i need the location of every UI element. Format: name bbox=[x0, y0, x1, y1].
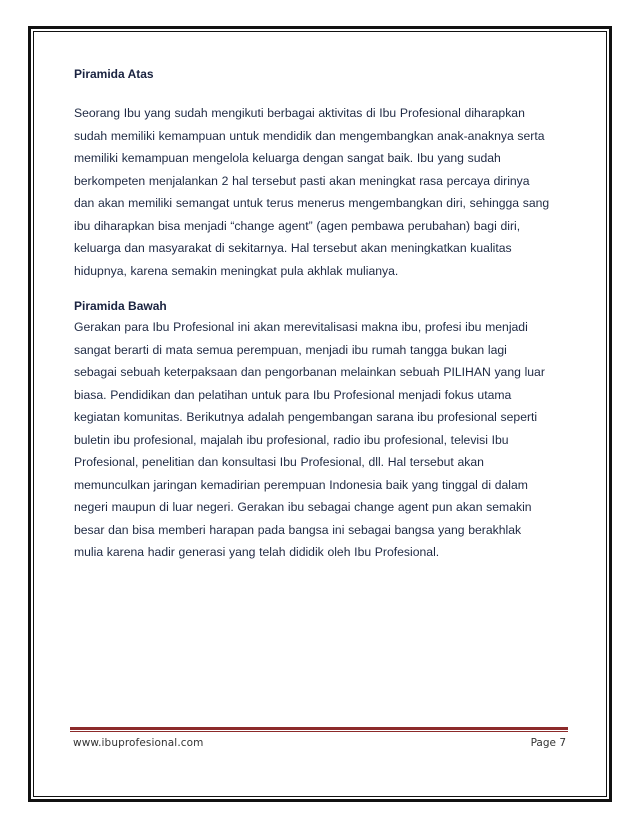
paragraph-piramida-bawah bbox=[74, 316, 574, 564]
paragraph-line: biasa. Pendidikan dan pelatihan untuk para Ibu Profesional menjadi fokus utama bbox=[74, 387, 512, 402]
paragraph-line: mulia karena hadir generasi yang telah dididik oleh Ibu Profesional. bbox=[74, 545, 440, 559]
paragraph-line: hidupnya, karena semakin meningkat pula akhlak mulianya. bbox=[74, 263, 399, 278]
paragraph-line: sudah memiliki kemampuan untuk mendidik dan mengembangkan anak-anaknya serta bbox=[74, 128, 545, 143]
paragraph-line: memunculkan jaringan kemadirian perempuan Indonesia baik yang tinggal di dalam bbox=[74, 477, 528, 492]
document-body bbox=[74, 66, 574, 564]
paragraph-line: besar dan bisa memberi harapan pada bangsa ini sebagai bangsa yang berakhlak bbox=[74, 522, 522, 537]
footer-rule bbox=[70, 727, 568, 730]
footer-rule-thin bbox=[70, 731, 568, 732]
paragraph-line: sebagai sebuah keterpaksaan dan pengorbanan melainkan sebuah PILIHAN yang luar bbox=[74, 365, 545, 379]
paragraph-line: buletin ibu profesional, majalah ibu profesional, radio ibu profesional, televisi Ibu bbox=[74, 432, 509, 447]
paragraph-line: ibu diharapkan bisa menjadi “change agent” (agen pembawa perubahan) bagi diri, bbox=[74, 218, 521, 233]
paragraph-line: Seorang Ibu yang sudah mengikuti berbagai aktivitas di Ibu Profesional diharapkan bbox=[74, 106, 525, 120]
paragraph-line: sangat berarti di mata semua perempuan, menjadi ibu rumah tangga bukan lagi bbox=[74, 342, 507, 357]
paragraph-line: kegiatan komunitas. Berikutnya adalah pengembangan sarana ibu profesional seperti bbox=[74, 410, 538, 424]
paragraph-piramida-atas bbox=[74, 102, 574, 282]
paragraph-line: berkompeten menjalankan 2 hal tersebut pasti akan meningkat rasa percaya dirinya bbox=[74, 173, 530, 188]
paragraph-line: negeri maupun di luar negeri. Gerakan ibu sebagai change agent pun akan semakin bbox=[74, 500, 532, 514]
footer-page-number: Page 7 bbox=[530, 737, 566, 749]
paragraph-line: dan akan memiliki semangat untuk terus menerus mengembangkan diri, sehingga sang bbox=[74, 196, 550, 210]
paragraph-line: Profesional, penelitian dan konsultasi Ibu Profesional, dll. Hal tersebut akan bbox=[74, 455, 484, 469]
paragraph-line: Gerakan para Ibu Profesional ini akan merevitalisasi makna ibu, profesi ibu menjadi bbox=[74, 320, 528, 334]
section-heading-piramida-bawah: Piramida Bawah bbox=[74, 299, 167, 313]
paragraph-line: memiliki kemampuan mengelola keluarga dengan sangat baik. Ibu yang sudah bbox=[74, 151, 501, 165]
footer-website: www.ibuprofesional.com bbox=[73, 737, 204, 749]
paragraph-line: keluarga dan masyarakat di sekitarnya. Hal tersebut akan meningkatkan kualitas bbox=[74, 241, 512, 255]
section-heading-piramida-atas: Piramida Atas bbox=[74, 67, 154, 81]
